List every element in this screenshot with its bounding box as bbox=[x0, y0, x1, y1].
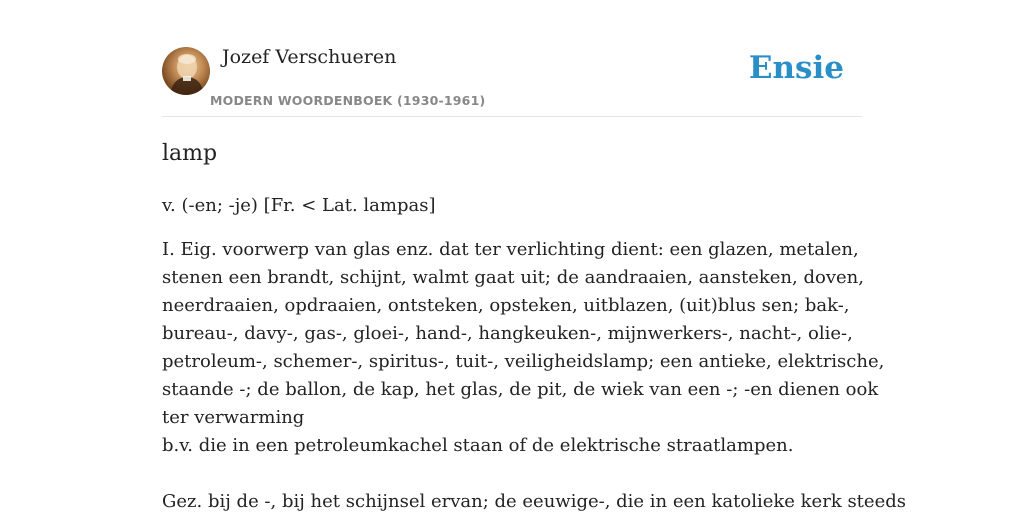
meaning-line: bureau-, davy-, gas-, gloei-, hand-, hangkeuken-, mijnwerkers-, nacht-, olie-, bbox=[162, 323, 853, 344]
paragraph-gap bbox=[162, 460, 862, 488]
entry-meaning bbox=[162, 236, 906, 512]
entry-headword: lamp bbox=[162, 141, 218, 166]
entry-grammar: v. (-en; -je) [Fr. < Lat. lampas] bbox=[162, 195, 436, 216]
meaning-line: Gez. bij de -, bij het schijnsel ervan; de eeuwige-, die in een katolieke kerk steeds bbox=[162, 491, 906, 512]
author-portrait-icon bbox=[162, 47, 210, 95]
source-label[interactable]: MODERN WOORDENBOEK (1930-1961) bbox=[210, 93, 486, 108]
site-header bbox=[162, 40, 862, 117]
author-avatar[interactable] bbox=[162, 47, 210, 95]
meaning-line: petroleum-, schemer-, spiritus-, tuit-, veiligheidslamp; een antieke, elektrische, bbox=[162, 351, 885, 372]
meaning-line: stenen een brandt, schijnt, walmt gaat uit; de aandraaien, aansteken, doven, bbox=[162, 267, 864, 288]
ensie-logo[interactable]: Ensie bbox=[748, 50, 844, 86]
meaning-line: I. Eig. voorwerp van glas enz. dat ter verlichting dient: een glazen, metalen, bbox=[162, 239, 859, 260]
meaning-line: staande -; de ballon, de kap, het glas, de pit, de wiek van een -; -en dienen ook bbox=[162, 379, 879, 400]
meaning-line: neerdraaien, opdraaien, ontsteken, opsteken, uitblazen, (uit)blus sen; bak-, bbox=[162, 295, 850, 316]
meaning-line: ter verwarming bbox=[162, 407, 305, 428]
meaning-line: b.v. die in een petroleumkachel staan of de elektrische straatlampen. bbox=[162, 435, 794, 456]
author-name[interactable]: Jozef Verschueren bbox=[222, 46, 397, 68]
entry-content bbox=[162, 138, 906, 512]
